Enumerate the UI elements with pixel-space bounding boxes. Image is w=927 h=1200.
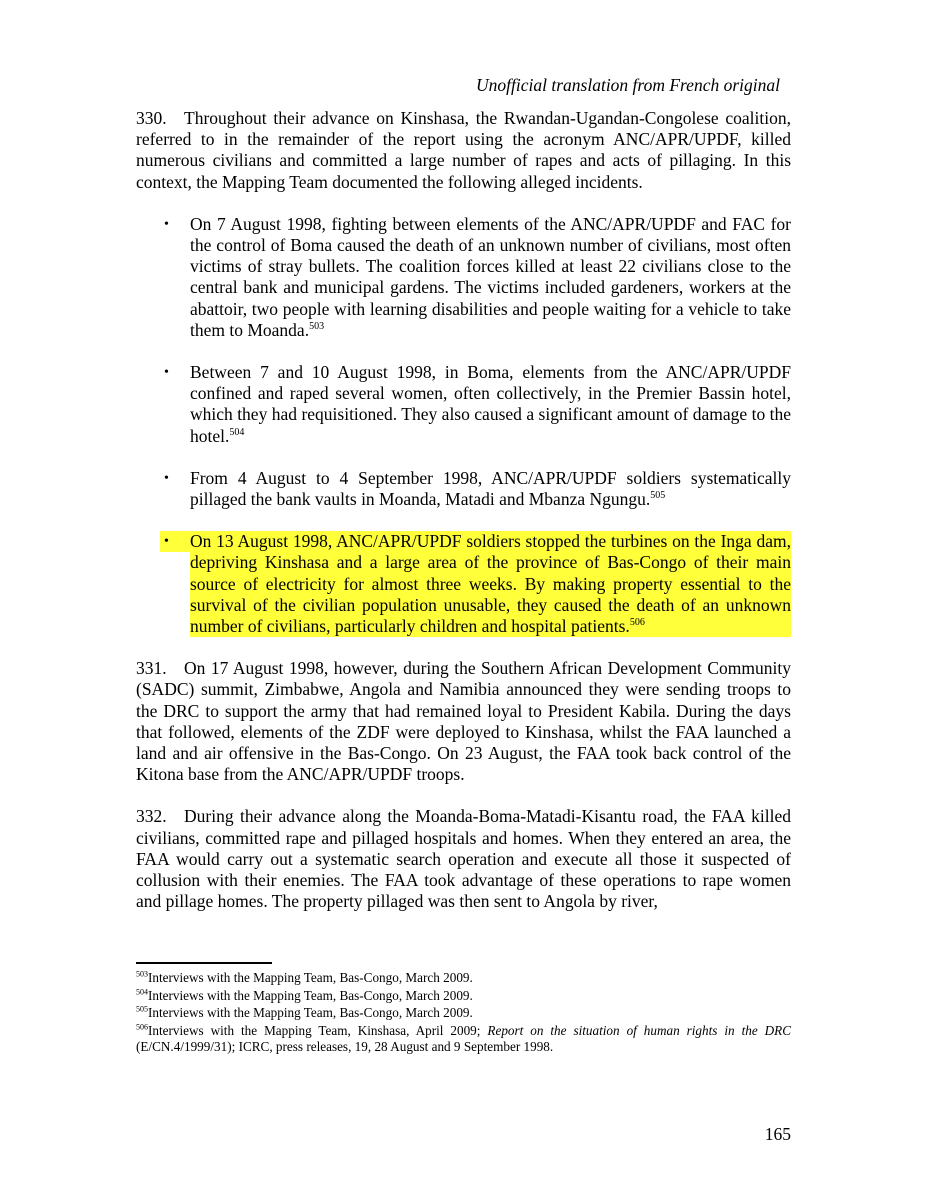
footnote-504 [136,988,791,1005]
list-item-text: On 7 August 1998, fighting between elements of the ANC/APR/UPDF and FAC for the control of Boma caused the death of an unknown number of civilians, most often victims of stray bullets. The coalition forces killed at least 22 civilians close to the central bank and municipal gardens. The victims included gardeners, workers at the abattoir, two people with learning disabilities and people waiting for a vehicle to take them to Moanda. [190,213,791,340]
highlighted-list-item [136,531,791,637]
list-item [136,362,791,447]
list-item-text: From 4 August to 4 September 1998, ANC/APR/UPDF soldiers systematically pillaged the bank vaults in Moanda, Matadi and Mbanza Ngungu. [190,467,791,510]
footnote-number: 506 [136,1022,148,1032]
footnote-text: Interviews with the Mapping Team, Bas-Congo, March 2009. [148,1005,473,1020]
list-item [136,468,791,510]
footnote-text: Interviews with the Mapping Team, Bas-Congo, March 2009. [148,987,473,1003]
footnote-506 [136,1023,791,1056]
incident-list [136,214,791,637]
bullet-icon: • [164,216,169,232]
bullet-icon: • [164,470,169,486]
paragraph-number: 332. [136,806,167,827]
list-item-text: Between 7 and 10 August 1998, in Boma, elements from the ANC/APR/UPDF confined and raped several women, often collectively, in the Premier Bassin hotel, which they had requisitioned. They also caused a significant amount of damage to the hotel. [190,362,791,446]
footnote-ref: 504 [229,426,245,438]
list-item [136,214,791,341]
footnote-ref: 503 [309,321,325,332]
footnote-503 [136,970,791,987]
paragraph-number: 331. [136,658,167,679]
paragraph-text: On 17 August 1998, however, during the Southern African Development Community (SADC) summit, Zimbabwe, Angola and Namibia announced they were sending troops to the DRC to support the army that had remained loyal to President Kabila. During the days that followed, elements of the ZDF were deployed to Kinshasa, whilst the FAA launched a land and air offensive in the Bas-Congo. On 23 August, the FAA took back control of the Kitona base from the ANC/APR/UPDF troops. [136,658,791,785]
footnote-ref: 506 [629,617,645,629]
paragraph-text: During their advance along the Moanda-Boma-Matadi-Kisantu road, the FAA killed civilians, committed rape and pillaged hospitals and homes. When they entered an area, the FAA would carry out a systematic search operation and execute all those it suspected of collusion with their enemies. The FAA took advantage of these operations to rape women and pillage homes. The property pillaged was then sent to Angola by river, [136,806,791,912]
bullet-icon: • [164,534,169,550]
bullet-icon: • [164,365,169,381]
footnote-text: Interviews with the Mapping Team, Bas-Congo, March 2009. [148,970,473,985]
list-item-text: On 13 August 1998, ANC/APR/UPDF soldiers stopped the turbines on the Inga dam, depriving Kinshasa and a large area of the province of Bas-Congo of their main source of electricity for almost three weeks. By making property essential to the survival of the civilian population unusable, they caused the death of an unknown number of civilians, particularly children and hospital patients. [190,531,791,637]
footnote-505 [136,1005,791,1022]
footnotes [136,970,791,1057]
paragraph-330 [136,108,791,193]
page-header: Unofficial translation from French original [476,75,780,95]
footnote-number: 503 [136,969,148,979]
document-body [136,108,791,934]
footnote-report-title: Report on the situation of human rights in the DRC [487,1022,792,1038]
footnote-number: 504 [136,987,148,997]
paragraph-331 [136,658,791,785]
paragraph-number: 330. [136,108,167,128]
paragraph-text: Throughout their advance on Kinshasa, the Rwandan-Ugandan-Congolese coalition, referred to in the remainder of the report using the acronym ANC/APR/UPDF, killed numerous civilians and committed a large number of rapes and acts of pillaging. In this context, the Mapping Team documented the following alleged incidents. [136,108,791,192]
footnote-number: 505 [136,1004,148,1014]
paragraph-332 [136,806,791,912]
footnote-text: Interviews with the Mapping Team, Kinshasa, April 2009; [148,1022,488,1038]
footnote-divider [136,962,272,964]
footnote-text-after: (E/CN.4/1999/31); ICRC, press releases, 19, 28 August and 9 September 1998. [136,1039,554,1054]
footnote-ref: 505 [650,490,666,502]
page-number: 165 [764,1124,791,1144]
